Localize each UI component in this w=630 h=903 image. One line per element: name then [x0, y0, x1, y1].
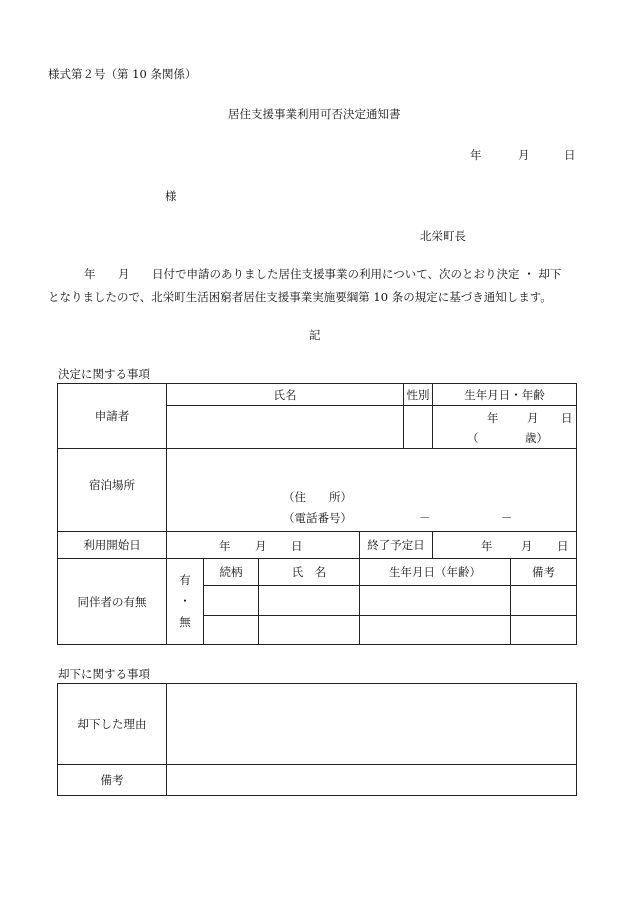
age-open: （	[467, 431, 479, 445]
decision-section-title: 決定に関する事項	[58, 367, 150, 381]
col-gender-header: 性別	[404, 384, 433, 406]
start-date-label: 利用開始日	[58, 532, 167, 559]
age-close: 歳）	[525, 431, 548, 445]
phone-dash-1: －	[419, 511, 431, 525]
ki-heading: 記	[309, 328, 321, 342]
body-month: 月	[118, 267, 130, 281]
comp-relation-header: 続柄	[204, 559, 259, 586]
comp-birth-header: 生年月日（年齢）	[360, 559, 511, 586]
lodging-field[interactable]	[167, 449, 577, 532]
document-title: 居住支援事業利用可否決定通知書	[228, 107, 401, 121]
applicant-label: 申請者	[58, 384, 167, 449]
companion-yes-no[interactable]	[167, 559, 204, 645]
decision-table	[57, 383, 577, 645]
companion-no: 無	[179, 615, 191, 629]
body-year: 年	[84, 267, 96, 281]
companion-label: 同伴者の有無	[58, 559, 167, 645]
comp-name-header: 氏 名	[259, 559, 360, 586]
birth-day: 日	[561, 411, 573, 425]
comp-name-cell[interactable]	[259, 616, 360, 645]
recipient-suffix: 様	[165, 189, 177, 203]
companion-dot: ・	[179, 594, 191, 608]
end-date-field[interactable]	[433, 532, 577, 559]
applicant-birth-field[interactable]	[433, 406, 577, 449]
rejection-remarks-field[interactable]	[167, 765, 577, 796]
rejection-table	[57, 683, 577, 796]
start-year: 年	[219, 539, 231, 553]
comp-birth-cell[interactable]	[360, 586, 511, 616]
rejection-remarks-label: 備考	[58, 765, 167, 796]
end-year: 年	[481, 539, 493, 553]
col-birth-header: 生年月日・年齢	[433, 384, 577, 406]
issuer-name: 北栄町長	[420, 229, 466, 243]
end-date-label: 終了予定日	[360, 532, 433, 559]
comp-remarks-header: 備考	[511, 559, 577, 586]
rejection-reason-label: 却下した理由	[58, 684, 167, 765]
comp-remarks-cell[interactable]	[511, 616, 577, 645]
issue-date-year: 年	[470, 148, 482, 162]
comp-name-cell[interactable]	[259, 586, 360, 616]
companion-yes: 有	[179, 573, 191, 587]
phone-dash-2: －	[501, 511, 513, 525]
start-day: 日	[291, 539, 303, 553]
issue-date-month: 月	[518, 148, 530, 162]
body-line1: 日付で申請のありました居住支援事業の利用について、次のとおり決定 ・ 却下	[152, 267, 562, 281]
comp-relation-cell[interactable]	[204, 616, 259, 645]
applicant-gender-field[interactable]	[404, 406, 433, 449]
birth-year: 年	[487, 411, 499, 425]
comp-remarks-cell[interactable]	[511, 586, 577, 616]
address-label: （住 所）	[283, 490, 352, 504]
start-month: 月	[255, 539, 267, 553]
phone-label: （電話番号）	[283, 511, 352, 525]
comp-relation-cell[interactable]	[204, 586, 259, 616]
end-month: 月	[521, 539, 533, 553]
start-date-field[interactable]	[167, 532, 360, 559]
birth-month: 月	[527, 411, 539, 425]
issue-date-day: 日	[564, 148, 576, 162]
rejection-section-title: 却下に関する事項	[58, 667, 150, 681]
lodging-label	[58, 449, 167, 532]
comp-birth-cell[interactable]	[360, 616, 511, 645]
rejection-reason-field[interactable]	[167, 684, 577, 765]
applicant-name-field[interactable]	[167, 406, 404, 449]
end-day: 日	[557, 539, 569, 553]
col-name-header: 氏名	[167, 384, 404, 406]
form-number: 様式第２号（第 10 条関係）	[48, 67, 197, 81]
body-line2: となりましたので、北栄町生活困窮者居住支援事業実施要綱第 10 条の規定に基づき通知します。	[48, 290, 552, 304]
lodging-label-text: 宿泊場所	[89, 478, 135, 492]
